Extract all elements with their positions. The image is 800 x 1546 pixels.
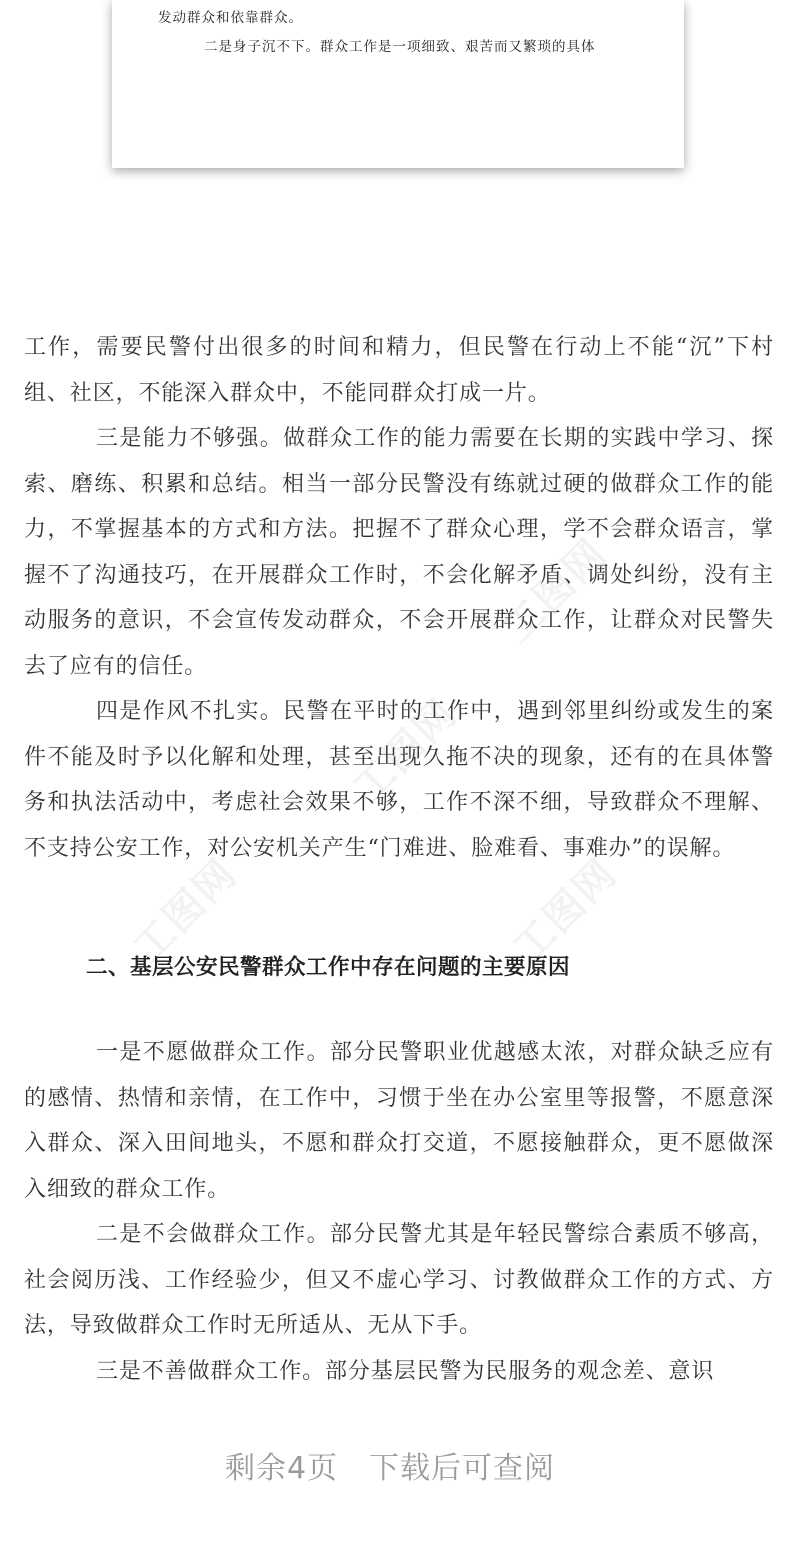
paragraph-unable: 二是不会做群众工作。部分民警尤其是年轻民警综合素质不够高，社会阅历浅、工作经验少，但又不虚心学习、讨教做群众工作的方式、方法，导致做群众工作时无所适从、无从下手。 (24, 1222, 774, 1338)
document-body-section-2 (24, 1030, 774, 1394)
previous-page-card (112, 0, 684, 168)
section-heading: 二、基层公安民警群众工作中存在问题的主要原因 (86, 955, 571, 980)
download-to-read-more-link[interactable]: 剩余4页 下载后可查阅 (224, 1451, 556, 1486)
watermark: 工图网 (344, 690, 467, 812)
paragraph-continued: 工作，需要民警付出很多的时间和精力，但民警在行动上不能“沉”下村组、社区，不能深入群众中，不能同群众打成一片。 (24, 335, 774, 406)
card-text-line-1: 发动群众和依靠群众。 (158, 10, 303, 26)
paragraph-ability: 三是能力不够强。做群众工作的能力需要在长期的实践中学习、探索、磨练、积累和总结。相当一部分民警没有练就过硬的做群众工作的能力，不掌握基本的方式和方法。把握不了群众心理，学不会群众语言，掌握不了沟通技巧，在开展群众工作时，不会化解矛盾、调处纠纷，没有主动服务的意识，不会宣传发动群众，不会开展群众工作，让群众对民警失去了应有的信任。 (24, 426, 774, 679)
card-text-line-2: 二是身子沉不下。群众工作是一项细致、艰苦而又繁琐的具体 (204, 39, 596, 55)
document-body (24, 325, 774, 871)
paragraph-unwilling: 一是不愿做群众工作。部分民警职业优越感太浓，对群众缺乏应有的感情、热情和亲情，在工作中，习惯于坐在办公室里等报警，不愿意深入群众、深入田间地头，不愿和群众打交道，不愿接触群众，更不愿做深入细致的群众工作。 (24, 1040, 774, 1202)
watermark: 工图网 (494, 530, 617, 652)
watermark: 工图网 (124, 850, 247, 972)
watermark: 工图网 (504, 850, 627, 972)
paragraph-unskilled: 三是不善做群众工作。部分基层民警为民服务的观念差、意识 (96, 1358, 715, 1384)
paragraph-work-style: 四是作风不扎实。民警在平时的工作中，遇到邻里纠纷或发生的案件不能及时予以化解和处理，甚至出现久拖不决的现象，还有的在具体警务和执法活动中，考虑社会效果不够，工作不深不细，导致群众不理解、不支持公安工作，对公安机关产生“门难进、脸难看、事难办”的误解。 (24, 699, 774, 861)
